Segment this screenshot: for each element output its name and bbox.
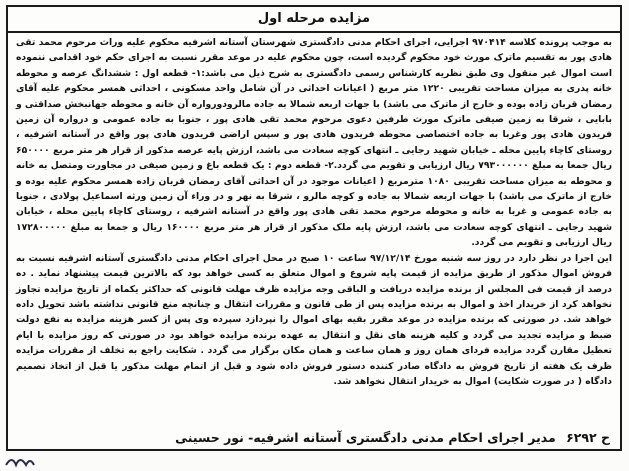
notice-title: مزایده مرحله اول (257, 11, 371, 26)
notice-paragraph-2: این اجرا در نظر دارد در روز سه شنبه مورخ ۹۷/۱۲/۱۴ ساعت ۱۰ صبح در محل اجرای احکام مدنی دادگستری آستانه اشرفیه نسبت به فروش اموال مذکور از طریق مزایده از قیمت پایه شروع و اموال متعلق به کسی خواهد بود که بالاترین قیمت پیشنهاد نماید . ده درصد از قیمت فی المجلس از برنده مزایده دریافت و الباقی وجه مزایده ظرف مهلت قانونی که حداکثر یکماه از تاریخ مزایده تجاوز نخواهد کرد از خریدار اخذ و اموال به برنده مزایده پس از طی قانون و مقررات انتقال و چنانچه منع قانونی نداشته باشد تحویل داده خواهد شد. در صورتی که برنده مزایده در موعد مقرر بقیه بهای اموال را نپردازد سپرده وی پس از کسر هزینه مزایده به نفع دولت ضبط و مزایده تجدید می گردد و کلیه هزینه های نقل و انتقال به عهده برنده مزایده خواهد بود در صورتی که روز مزایده با ایام تعطیل مقارن گردد مزایده فردای همان روز و همان ساعت و همان مکان برگزار می گردد . شکایت راجع به تخلف از مقررات مزایده ظرف یک هفته از تاریخ فروش به دادگاه صادر کننده دستور فروش داده شود و قبل از اتمام مهلت مذکور یا قبل از اتخاذ تصمیم دادگاه ( در صورت شکایت) اموال به خریدار انتقال نخواهد شد. (16, 252, 613, 387)
notice-paragraph-1: به موجب پرونده کلاسه ۹۷۰۴۱۴ اجرایی، اجرای احکام مدنی دادگستری شهرستان آستانه اشرفیه محکوم علیه وراث مرحوم محمد تقی هادی پور به تقسیم ماترک مورث خود محکوم گردیده است، چون محکوم علیه در موعد مقرر نسبت به اجرای حکم خود اقدامی ننموده است اموال غیر منقول وی طبق نظریه کارشناس رسمی دادگستری به شرح ذیل می باشد:۱- قطعه اول : ششدانگ عرصه و محوطه خانه پدری به میزان مساحت تقریبی ۱۲۲۰ متر مربع ( اعیانات احداثی در آن شامل واحد مسکونی ، احداثی همسر محکوم علیه آقای رمضان قربان زاده بوده و خارج از ماترک می باشد) با جهات اربعه شمالا به جاده مالرودورواره آن خانه و محوطه جهانبخش صداقتی و بابایی ، شرقا به زمین صیفی ماترک مورث طرفین دعوی مرحوم محمد تقی هادی پور ، جنوبا به جاده عمومی و درواره آن زمین فریدون هادی پور وغربا به جاده اختصاصی محوطه فریدون هادی پور و سپس اراضی فریدون هادی پور واقع در آستانه اشرفیه ، روستای کاچاء پایین محله ـ خیابان شهید رجایی ـ انتهای کوچه سعادت می باشد، ارزش پایه عرصه مذکور از قرار هر متر مربع ۶۵۰۰۰۰ ریال جمعا به مبلغ ۷۹۳۰۰۰۰۰۰ ریال ارزیابی و تقویم می گردد.۲- قطعه دوم : یک قطعه باغ و زمین صیفی در مجاورت ومتصل به خانه و محوطه به میزان مساحت تقریبی ۱۰۸۰ مترمربع ( اعیانات موجود در آن احداثی آقای رمضان قربان زاده همسر محکوم علیه بوده و خارج از ماترک می باشد) با جهات اربعه شمالا به جاده و کوچه مالرو ، شرقا به نهر و در وراء آن زمین ورثه اسماعیل پولادی ، جنوبا به جاده عمومی و غربا به خانه و محوطه مرحوم محمد تقی هادی پور واقع در آستانه اشرفیه ، روستای کاچاء پایین محله ، خیابان شهید رجایی ـ انتهای کوچه سعادت می باشد، ارزش پایه ملک مذکور از قرار هر متر مربع ۱۶۰۰۰۰ ریال و جمعا به مبلغ ۱۷۲۸۰۰۰۰۰ ریال ارزیابی و تقویم می گردد. (16, 37, 613, 249)
signature-text: مدیر اجرای احکام مدنی دادگستری آستانه اشرفیه- نور حسینی (175, 430, 556, 445)
notice-body (16, 35, 612, 389)
notice-code: ح ۶۲۹۲ (566, 430, 610, 445)
notice-signature (175, 430, 610, 445)
title-divider (8, 31, 620, 33)
notice-frame (6, 5, 622, 451)
handwritten-mark-icon (2, 449, 62, 471)
